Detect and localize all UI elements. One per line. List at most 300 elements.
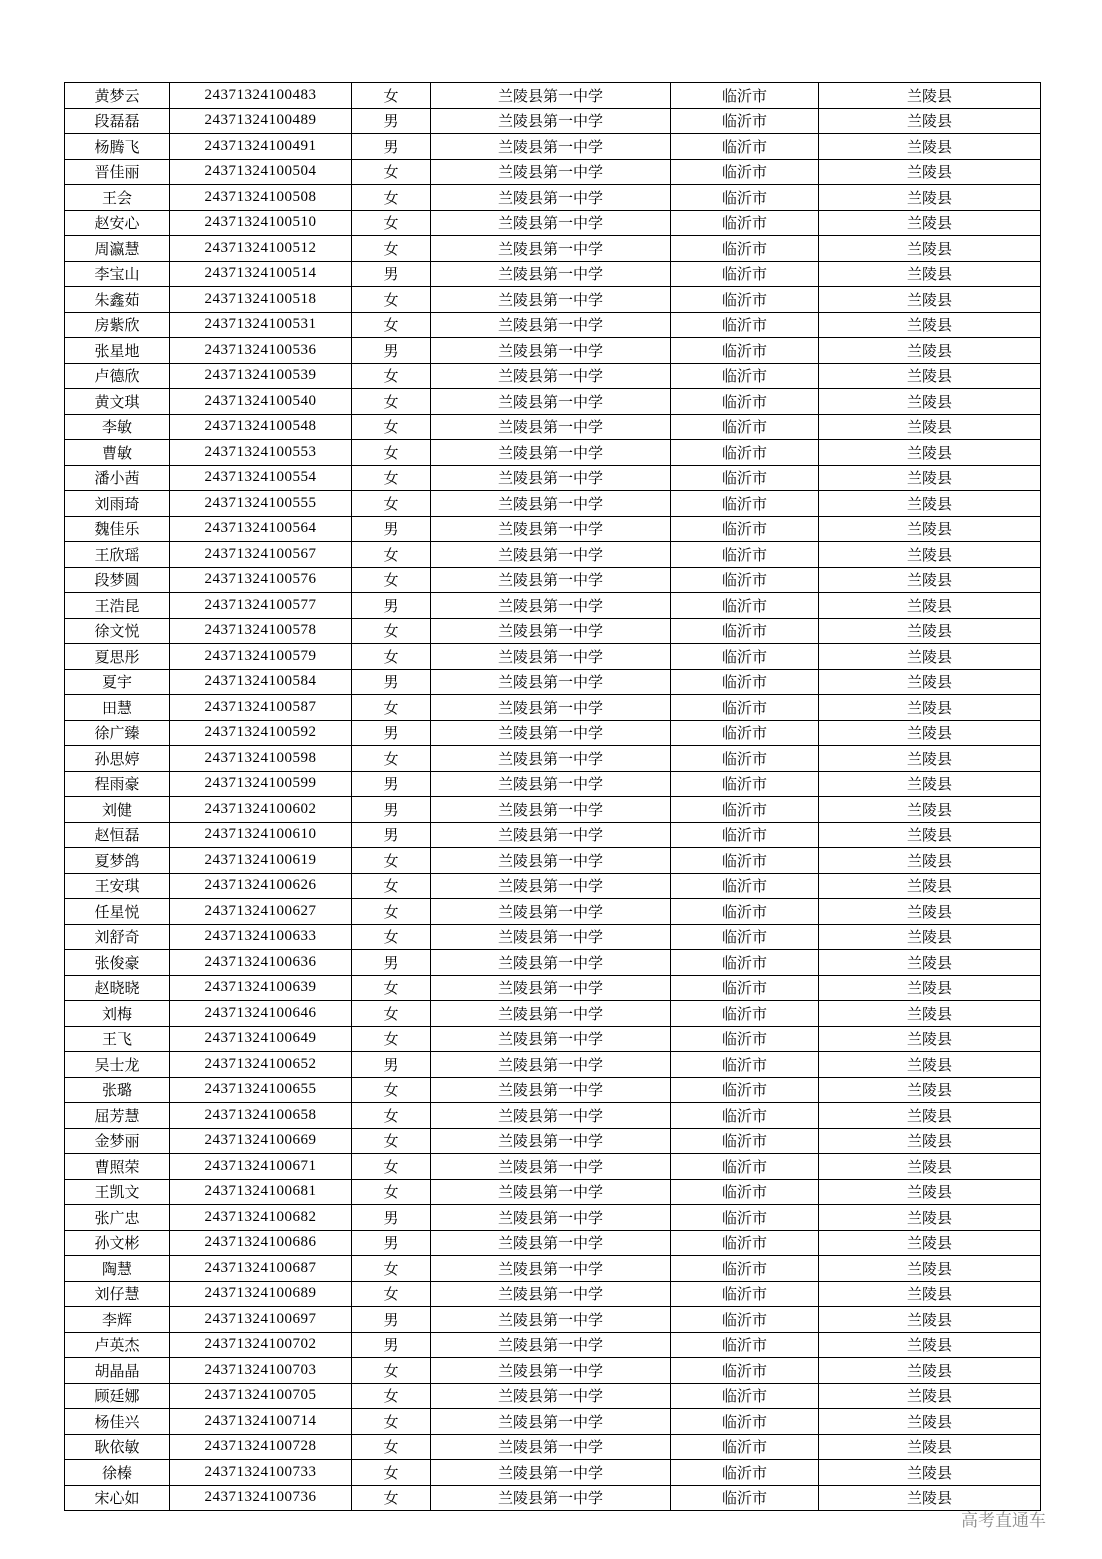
cell-exam-number: 24371324100689 — [170, 1281, 352, 1307]
cell-county: 兰陵县 — [819, 1307, 1041, 1333]
table-row — [65, 695, 1041, 721]
cell-county: 兰陵县 — [819, 312, 1041, 338]
cell-school: 兰陵县第一中学 — [431, 1001, 671, 1027]
cell-name: 刘梅 — [65, 1001, 170, 1027]
cell-gender: 女 — [352, 1409, 431, 1435]
cell-exam-number: 24371324100553 — [170, 440, 352, 466]
cell-county: 兰陵县 — [819, 134, 1041, 160]
cell-city: 临沂市 — [671, 695, 819, 721]
cell-exam-number: 24371324100554 — [170, 465, 352, 491]
cell-school: 兰陵县第一中学 — [431, 159, 671, 185]
cell-name: 夏宇 — [65, 669, 170, 695]
cell-city: 临沂市 — [671, 644, 819, 670]
cell-city: 临沂市 — [671, 491, 819, 517]
table-row — [65, 1460, 1041, 1486]
cell-school: 兰陵县第一中学 — [431, 491, 671, 517]
cell-name: 杨腾飞 — [65, 134, 170, 160]
cell-name: 曹照荣 — [65, 1154, 170, 1180]
cell-gender: 男 — [352, 1230, 431, 1256]
table-row — [65, 312, 1041, 338]
cell-county: 兰陵县 — [819, 950, 1041, 976]
cell-county: 兰陵县 — [819, 236, 1041, 262]
cell-name: 王安琪 — [65, 873, 170, 899]
cell-gender: 女 — [352, 389, 431, 415]
cell-name: 顾廷娜 — [65, 1383, 170, 1409]
cell-gender: 男 — [352, 1332, 431, 1358]
cell-city: 临沂市 — [671, 440, 819, 466]
cell-city: 临沂市 — [671, 720, 819, 746]
cell-county: 兰陵县 — [819, 695, 1041, 721]
cell-gender: 女 — [352, 1103, 431, 1129]
table-row — [65, 720, 1041, 746]
cell-city: 临沂市 — [671, 414, 819, 440]
cell-city: 临沂市 — [671, 134, 819, 160]
cell-exam-number: 24371324100577 — [170, 593, 352, 619]
cell-gender: 男 — [352, 822, 431, 848]
cell-gender: 女 — [352, 975, 431, 1001]
cell-county: 兰陵县 — [819, 108, 1041, 134]
cell-school: 兰陵县第一中学 — [431, 261, 671, 287]
cell-school: 兰陵县第一中学 — [431, 1332, 671, 1358]
cell-exam-number: 24371324100598 — [170, 746, 352, 772]
cell-exam-number: 24371324100655 — [170, 1077, 352, 1103]
cell-gender: 女 — [352, 1154, 431, 1180]
table-row — [65, 746, 1041, 772]
cell-gender: 女 — [352, 363, 431, 389]
cell-gender: 女 — [352, 567, 431, 593]
cell-county: 兰陵县 — [819, 720, 1041, 746]
cell-gender: 女 — [352, 210, 431, 236]
cell-exam-number: 24371324100508 — [170, 185, 352, 211]
cell-gender: 女 — [352, 746, 431, 772]
cell-name: 潘小茜 — [65, 465, 170, 491]
cell-city: 临沂市 — [671, 1485, 819, 1511]
cell-exam-number: 24371324100578 — [170, 618, 352, 644]
cell-exam-number: 24371324100658 — [170, 1103, 352, 1129]
cell-school: 兰陵县第一中学 — [431, 210, 671, 236]
cell-name: 屈芳慧 — [65, 1103, 170, 1129]
cell-exam-number: 24371324100639 — [170, 975, 352, 1001]
cell-county: 兰陵县 — [819, 822, 1041, 848]
cell-school: 兰陵县第一中学 — [431, 771, 671, 797]
cell-exam-number: 24371324100682 — [170, 1205, 352, 1231]
cell-name: 夏思彤 — [65, 644, 170, 670]
table-row — [65, 516, 1041, 542]
cell-school: 兰陵县第一中学 — [431, 1460, 671, 1486]
cell-exam-number: 24371324100627 — [170, 899, 352, 925]
cell-exam-number: 24371324100681 — [170, 1179, 352, 1205]
cell-city: 临沂市 — [671, 1383, 819, 1409]
cell-exam-number: 24371324100576 — [170, 567, 352, 593]
cell-city: 临沂市 — [671, 899, 819, 925]
table-row — [65, 491, 1041, 517]
cell-school: 兰陵县第一中学 — [431, 1052, 671, 1078]
cell-city: 临沂市 — [671, 618, 819, 644]
cell-exam-number: 24371324100504 — [170, 159, 352, 185]
table-row — [65, 1230, 1041, 1256]
cell-exam-number: 24371324100728 — [170, 1434, 352, 1460]
cell-school: 兰陵县第一中学 — [431, 567, 671, 593]
cell-name: 卢英杰 — [65, 1332, 170, 1358]
cell-school: 兰陵县第一中学 — [431, 363, 671, 389]
cell-city: 临沂市 — [671, 1103, 819, 1129]
cell-county: 兰陵县 — [819, 975, 1041, 1001]
cell-exam-number: 24371324100584 — [170, 669, 352, 695]
cell-county: 兰陵县 — [819, 797, 1041, 823]
cell-exam-number: 24371324100489 — [170, 108, 352, 134]
cell-county: 兰陵县 — [819, 1434, 1041, 1460]
table-row — [65, 1281, 1041, 1307]
cell-county: 兰陵县 — [819, 1281, 1041, 1307]
cell-gender: 男 — [352, 950, 431, 976]
cell-city: 临沂市 — [671, 1179, 819, 1205]
table-row — [65, 185, 1041, 211]
table-row — [65, 899, 1041, 925]
cell-school: 兰陵县第一中学 — [431, 1205, 671, 1231]
cell-school: 兰陵县第一中学 — [431, 185, 671, 211]
cell-school: 兰陵县第一中学 — [431, 848, 671, 874]
cell-name: 王会 — [65, 185, 170, 211]
cell-county: 兰陵县 — [819, 363, 1041, 389]
cell-county: 兰陵县 — [819, 440, 1041, 466]
cell-school: 兰陵县第一中学 — [431, 873, 671, 899]
cell-gender: 男 — [352, 1052, 431, 1078]
cell-county: 兰陵县 — [819, 746, 1041, 772]
cell-name: 吴士龙 — [65, 1052, 170, 1078]
cell-exam-number: 24371324100564 — [170, 516, 352, 542]
table-row — [65, 1103, 1041, 1129]
cell-city: 临沂市 — [671, 873, 819, 899]
cell-county: 兰陵县 — [819, 924, 1041, 950]
cell-exam-number: 24371324100652 — [170, 1052, 352, 1078]
table-row — [65, 287, 1041, 313]
cell-exam-number: 24371324100626 — [170, 873, 352, 899]
cell-name: 张星地 — [65, 338, 170, 364]
cell-exam-number: 24371324100610 — [170, 822, 352, 848]
cell-county: 兰陵县 — [819, 1256, 1041, 1282]
cell-city: 临沂市 — [671, 1077, 819, 1103]
cell-exam-number: 24371324100531 — [170, 312, 352, 338]
cell-city: 临沂市 — [671, 746, 819, 772]
cell-exam-number: 24371324100669 — [170, 1128, 352, 1154]
cell-gender: 男 — [352, 1307, 431, 1333]
cell-city: 临沂市 — [671, 287, 819, 313]
cell-name: 李敏 — [65, 414, 170, 440]
cell-county: 兰陵县 — [819, 159, 1041, 185]
table-row — [65, 1485, 1041, 1511]
cell-name: 刘仔慧 — [65, 1281, 170, 1307]
student-table — [64, 82, 1041, 1511]
cell-exam-number: 24371324100548 — [170, 414, 352, 440]
cell-gender: 女 — [352, 1256, 431, 1282]
cell-gender: 男 — [352, 771, 431, 797]
cell-city: 临沂市 — [671, 363, 819, 389]
cell-exam-number: 24371324100646 — [170, 1001, 352, 1027]
cell-gender: 女 — [352, 618, 431, 644]
cell-school: 兰陵县第一中学 — [431, 593, 671, 619]
cell-county: 兰陵县 — [819, 899, 1041, 925]
cell-exam-number: 24371324100736 — [170, 1485, 352, 1511]
cell-city: 临沂市 — [671, 236, 819, 262]
table-row — [65, 618, 1041, 644]
cell-name: 徐榛 — [65, 1460, 170, 1486]
cell-name: 徐文悦 — [65, 618, 170, 644]
cell-gender: 女 — [352, 287, 431, 313]
cell-county: 兰陵县 — [819, 1460, 1041, 1486]
cell-exam-number: 24371324100536 — [170, 338, 352, 364]
cell-city: 临沂市 — [671, 1026, 819, 1052]
cell-name: 李宝山 — [65, 261, 170, 287]
cell-exam-number: 24371324100686 — [170, 1230, 352, 1256]
cell-county: 兰陵县 — [819, 1358, 1041, 1384]
table-row — [65, 1128, 1041, 1154]
cell-exam-number: 24371324100633 — [170, 924, 352, 950]
cell-school: 兰陵县第一中学 — [431, 720, 671, 746]
cell-gender: 女 — [352, 1485, 431, 1511]
cell-city: 临沂市 — [671, 771, 819, 797]
cell-school: 兰陵县第一中学 — [431, 1307, 671, 1333]
cell-school: 兰陵县第一中学 — [431, 618, 671, 644]
cell-gender: 女 — [352, 1358, 431, 1384]
cell-county: 兰陵县 — [819, 1154, 1041, 1180]
cell-county: 兰陵县 — [819, 1001, 1041, 1027]
cell-county: 兰陵县 — [819, 1103, 1041, 1129]
cell-gender: 女 — [352, 873, 431, 899]
cell-name: 王凯文 — [65, 1179, 170, 1205]
cell-name: 刘舒奇 — [65, 924, 170, 950]
cell-school: 兰陵县第一中学 — [431, 465, 671, 491]
cell-school: 兰陵县第一中学 — [431, 338, 671, 364]
cell-county: 兰陵县 — [819, 1179, 1041, 1205]
cell-county: 兰陵县 — [819, 1230, 1041, 1256]
cell-county: 兰陵县 — [819, 1409, 1041, 1435]
table-row — [65, 1077, 1041, 1103]
cell-exam-number: 24371324100697 — [170, 1307, 352, 1333]
cell-city: 临沂市 — [671, 567, 819, 593]
cell-county: 兰陵县 — [819, 389, 1041, 415]
cell-city: 临沂市 — [671, 1230, 819, 1256]
cell-name: 段磊磊 — [65, 108, 170, 134]
cell-school: 兰陵县第一中学 — [431, 542, 671, 568]
table-row — [65, 644, 1041, 670]
cell-exam-number: 24371324100702 — [170, 1332, 352, 1358]
cell-name: 王飞 — [65, 1026, 170, 1052]
cell-city: 临沂市 — [671, 1052, 819, 1078]
cell-county: 兰陵县 — [819, 771, 1041, 797]
cell-exam-number: 24371324100602 — [170, 797, 352, 823]
cell-exam-number: 24371324100592 — [170, 720, 352, 746]
cell-school: 兰陵县第一中学 — [431, 236, 671, 262]
cell-exam-number: 24371324100703 — [170, 1358, 352, 1384]
cell-gender: 男 — [352, 797, 431, 823]
cell-name: 周瀛慧 — [65, 236, 170, 262]
cell-gender: 女 — [352, 644, 431, 670]
cell-name: 曹敏 — [65, 440, 170, 466]
cell-name: 徐广臻 — [65, 720, 170, 746]
cell-city: 临沂市 — [671, 1256, 819, 1282]
cell-city: 临沂市 — [671, 159, 819, 185]
table-row — [65, 363, 1041, 389]
cell-county: 兰陵县 — [819, 516, 1041, 542]
cell-exam-number: 24371324100539 — [170, 363, 352, 389]
table-row — [65, 338, 1041, 364]
watermark-text: 高考直通车 — [961, 1511, 1046, 1530]
cell-school: 兰陵县第一中学 — [431, 797, 671, 823]
cell-county: 兰陵县 — [819, 1026, 1041, 1052]
cell-county: 兰陵县 — [819, 83, 1041, 109]
cell-city: 临沂市 — [671, 1281, 819, 1307]
cell-exam-number: 24371324100555 — [170, 491, 352, 517]
cell-school: 兰陵县第一中学 — [431, 1179, 671, 1205]
cell-city: 临沂市 — [671, 822, 819, 848]
table-row — [65, 1179, 1041, 1205]
cell-county: 兰陵县 — [819, 1485, 1041, 1511]
cell-name: 孙思婷 — [65, 746, 170, 772]
cell-county: 兰陵县 — [819, 1383, 1041, 1409]
cell-school: 兰陵县第一中学 — [431, 1434, 671, 1460]
cell-name: 王欣瑶 — [65, 542, 170, 568]
table-row — [65, 1409, 1041, 1435]
cell-school: 兰陵县第一中学 — [431, 389, 671, 415]
cell-county: 兰陵县 — [819, 644, 1041, 670]
cell-name: 张璐 — [65, 1077, 170, 1103]
cell-gender: 男 — [352, 516, 431, 542]
cell-school: 兰陵县第一中学 — [431, 950, 671, 976]
cell-gender: 男 — [352, 1205, 431, 1231]
cell-school: 兰陵县第一中学 — [431, 312, 671, 338]
table-row — [65, 1001, 1041, 1027]
cell-name: 黄梦云 — [65, 83, 170, 109]
cell-name: 赵安心 — [65, 210, 170, 236]
table-row — [65, 465, 1041, 491]
table-row — [65, 822, 1041, 848]
cell-gender: 女 — [352, 185, 431, 211]
cell-city: 临沂市 — [671, 924, 819, 950]
cell-city: 临沂市 — [671, 975, 819, 1001]
table-row — [65, 848, 1041, 874]
cell-county: 兰陵县 — [819, 261, 1041, 287]
cell-gender: 女 — [352, 440, 431, 466]
cell-gender: 女 — [352, 1179, 431, 1205]
cell-city: 临沂市 — [671, 669, 819, 695]
table-row — [65, 236, 1041, 262]
student-table-body — [65, 83, 1041, 1511]
cell-city: 临沂市 — [671, 210, 819, 236]
cell-county: 兰陵县 — [819, 848, 1041, 874]
cell-county: 兰陵县 — [819, 1332, 1041, 1358]
cell-city: 临沂市 — [671, 1001, 819, 1027]
table-row — [65, 159, 1041, 185]
cell-city: 临沂市 — [671, 338, 819, 364]
cell-exam-number: 24371324100491 — [170, 134, 352, 160]
cell-gender: 女 — [352, 1077, 431, 1103]
cell-name: 黄文琪 — [65, 389, 170, 415]
cell-exam-number: 24371324100714 — [170, 1409, 352, 1435]
cell-gender: 女 — [352, 1383, 431, 1409]
cell-exam-number: 24371324100579 — [170, 644, 352, 670]
cell-name: 金梦丽 — [65, 1128, 170, 1154]
table-row — [65, 1307, 1041, 1333]
cell-exam-number: 24371324100599 — [170, 771, 352, 797]
cell-county: 兰陵县 — [819, 1052, 1041, 1078]
table-row — [65, 1154, 1041, 1180]
cell-gender: 女 — [352, 83, 431, 109]
cell-exam-number: 24371324100649 — [170, 1026, 352, 1052]
cell-county: 兰陵县 — [819, 593, 1041, 619]
cell-city: 临沂市 — [671, 1358, 819, 1384]
table-row — [65, 1052, 1041, 1078]
table-row — [65, 1358, 1041, 1384]
cell-gender: 女 — [352, 1281, 431, 1307]
cell-city: 临沂市 — [671, 312, 819, 338]
cell-exam-number: 24371324100567 — [170, 542, 352, 568]
cell-name: 程雨豪 — [65, 771, 170, 797]
cell-city: 临沂市 — [671, 465, 819, 491]
cell-name: 耿依敏 — [65, 1434, 170, 1460]
cell-gender: 女 — [352, 924, 431, 950]
cell-gender: 男 — [352, 108, 431, 134]
table-row — [65, 1332, 1041, 1358]
cell-county: 兰陵县 — [819, 414, 1041, 440]
cell-name: 刘健 — [65, 797, 170, 823]
table-row — [65, 210, 1041, 236]
cell-gender: 女 — [352, 236, 431, 262]
cell-school: 兰陵县第一中学 — [431, 440, 671, 466]
cell-school: 兰陵县第一中学 — [431, 669, 671, 695]
cell-name: 赵恒磊 — [65, 822, 170, 848]
cell-county: 兰陵县 — [819, 338, 1041, 364]
table-row — [65, 83, 1041, 109]
cell-city: 临沂市 — [671, 950, 819, 976]
table-row — [65, 797, 1041, 823]
cell-city: 临沂市 — [671, 1460, 819, 1486]
cell-exam-number: 24371324100540 — [170, 389, 352, 415]
table-row — [65, 669, 1041, 695]
cell-school: 兰陵县第一中学 — [431, 924, 671, 950]
cell-name: 段梦圆 — [65, 567, 170, 593]
cell-county: 兰陵县 — [819, 618, 1041, 644]
cell-name: 房紫欣 — [65, 312, 170, 338]
cell-gender: 女 — [352, 1434, 431, 1460]
table-row — [65, 134, 1041, 160]
cell-city: 临沂市 — [671, 542, 819, 568]
cell-gender: 女 — [352, 491, 431, 517]
cell-city: 临沂市 — [671, 1332, 819, 1358]
cell-name: 孙文彬 — [65, 1230, 170, 1256]
cell-school: 兰陵县第一中学 — [431, 1026, 671, 1052]
cell-exam-number: 24371324100514 — [170, 261, 352, 287]
cell-name: 王浩昆 — [65, 593, 170, 619]
cell-school: 兰陵县第一中学 — [431, 1077, 671, 1103]
cell-city: 临沂市 — [671, 83, 819, 109]
cell-gender: 男 — [352, 669, 431, 695]
cell-county: 兰陵县 — [819, 567, 1041, 593]
cell-name: 胡晶晶 — [65, 1358, 170, 1384]
cell-gender: 女 — [352, 1026, 431, 1052]
table-row — [65, 1434, 1041, 1460]
cell-gender: 女 — [352, 899, 431, 925]
cell-school: 兰陵县第一中学 — [431, 644, 671, 670]
cell-county: 兰陵县 — [819, 542, 1041, 568]
cell-name: 魏佳乐 — [65, 516, 170, 542]
cell-city: 临沂市 — [671, 1409, 819, 1435]
cell-school: 兰陵县第一中学 — [431, 1485, 671, 1511]
table-row — [65, 1383, 1041, 1409]
cell-city: 临沂市 — [671, 108, 819, 134]
cell-name: 田慧 — [65, 695, 170, 721]
cell-name: 晋佳丽 — [65, 159, 170, 185]
cell-school: 兰陵县第一中学 — [431, 1358, 671, 1384]
